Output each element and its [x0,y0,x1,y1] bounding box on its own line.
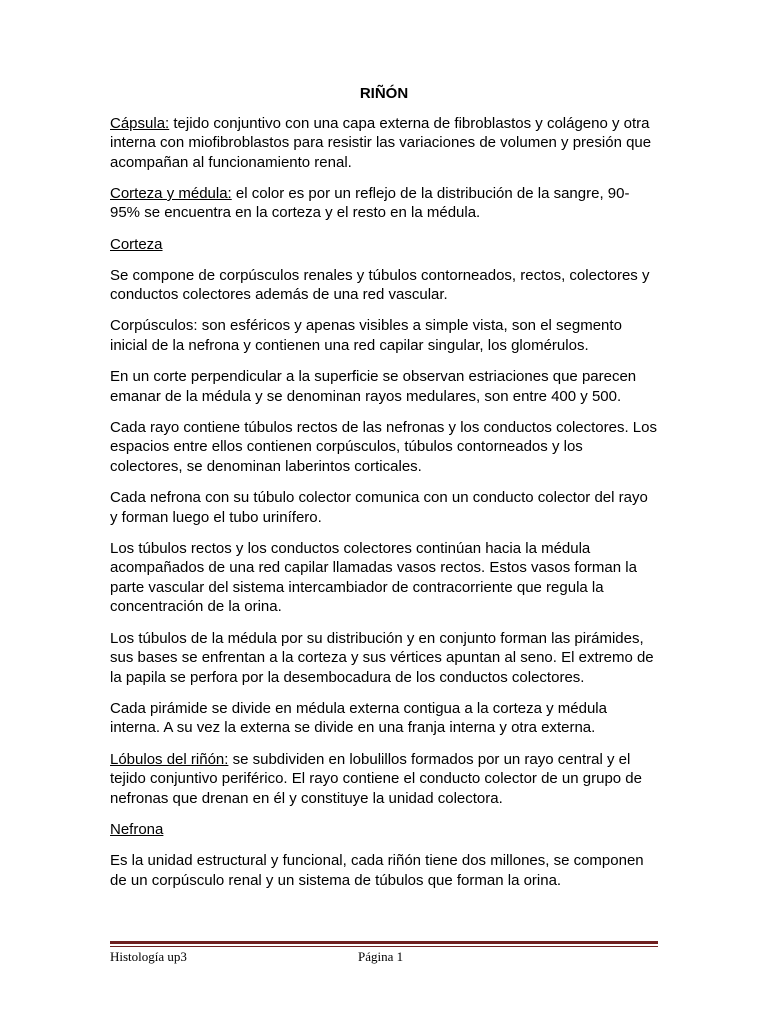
section-heading: Nefrona [110,820,164,838]
footer-rule [110,941,658,947]
footer-rule-thin [110,946,658,947]
paragraph-text: se subdividen en lobulillos formados por un rayo central y el tejido conjuntivo periférico. El rayo contiene el conducto colector de un grupo de nefronas que drenan en él y constituye la unidad colectora. [110,750,642,807]
section-heading: Corteza [110,235,163,253]
paragraph-capsula [110,114,658,173]
paragraph: Es la unidad estructural y funcional, cada riñón tiene dos millones, se componen de un corpúsculo renal y un sistema de túbulos que forman la orina. [110,851,644,889]
page-number: Página 1 [358,949,404,964]
footer-rule-thick [110,941,658,944]
section-label: Corteza y médula: [110,184,232,202]
paragraph: Los túbulos de la médula por su distribución y en conjunto forman las pirámides, sus bases se enfrentan a la corteza y sus vértices apuntan al seno. El extremo de la papila se perfora por la desembocadura de los conductos colectores. [110,629,654,686]
heading-nefrona [110,820,658,840]
paragraph: Corpúsculos: son esféricos y apenas visibles a simple vista, son el segmento inicial de la nefrona y contienen una red capilar singular, los glomérulos. [110,317,622,354]
section-label: Cápsula: [110,114,170,132]
paragraph: Cada pirámide se divide en médula externa contigua a la corteza y médula interna. A su vez la externa se divide en una franja interna y otra externa. [110,699,607,737]
paragraph: Los túbulos rectos y los conductos colectores continúan hacia la médula acompañados de una red capilar llamadas vasos rectos. Estos vasos forman la parte vascular del sistema intercambiador de contracorriente que regula la concentración de la orina. [110,539,637,616]
heading-corteza [110,235,658,255]
paragraph-text: tejido conjuntivo con una capa externa de fibroblastos y colágeno y otra interna con miofibroblastos para resistir las variaciones de volumen y presión que acompañan al funcionamiento renal. [110,114,652,171]
paragraph: Cada nefrona con su túbulo colector comunica con un conducto colector del rayo y forman luego el tubo urinífero. [110,489,648,526]
footer-left-text: Histología up3 [110,949,187,964]
paragraph-lobulos [110,750,658,809]
document-body [110,84,658,902]
section-label: Lóbulos del riñón: [110,750,229,768]
paragraph: Cada rayo contiene túbulos rectos de las nefronas y los conductos colectores. Los espacios entre ellos contienen corpúsculos, túbulos contorneados y los colectores, se denominan laberintos corticales. [110,418,657,475]
document-title: RIÑÓN [359,85,409,102]
paragraph-text: el color es por un reflejo de la distribución de la sangre, 90-95% se encuentra en la corteza y el resto en la médula. [110,184,630,222]
paragraph-corteza-medula [110,184,658,223]
paragraph: En un corte perpendicular a la superficie se observan estriaciones que parecen emanar de la médula y se denominan rayos medulares, son entre 400 y 500. [110,368,637,405]
paragraph: Se compone de corpúsculos renales y túbulos contorneados, rectos, colectores y conductos colectores además de una red vascular. [110,266,650,304]
